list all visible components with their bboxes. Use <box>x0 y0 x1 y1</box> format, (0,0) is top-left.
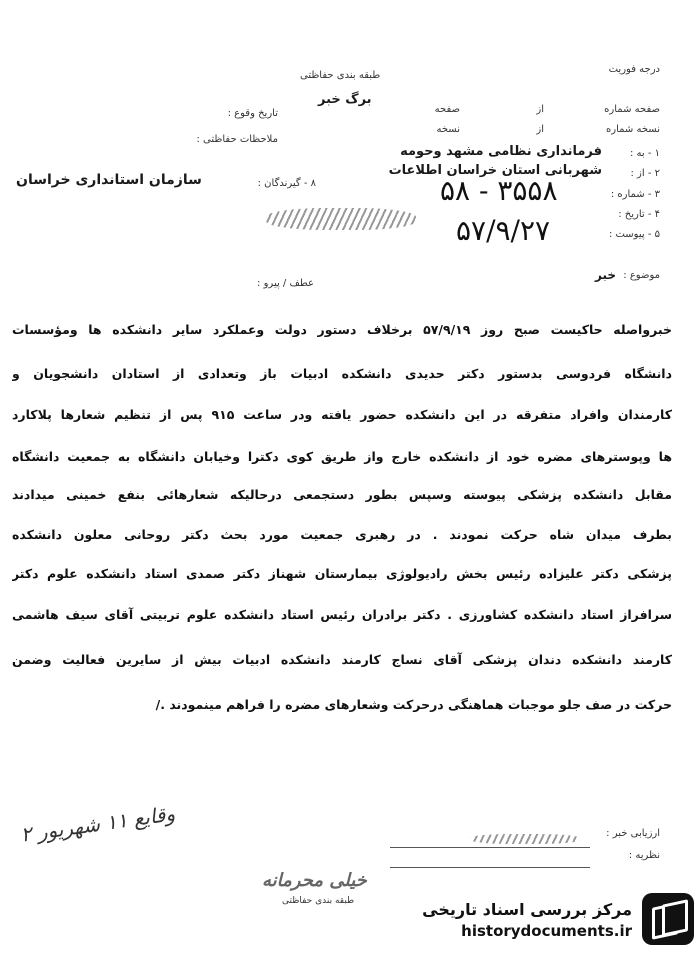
urgency-label: درجه فوریت <box>608 64 660 75</box>
opinion-label: نظریه : <box>628 850 660 861</box>
date-of-event-label: تاریخ وقوع : <box>227 108 278 119</box>
handwritten-note: وقایع ۱۱ شهریور ۲ <box>19 801 177 847</box>
to-value: فرمانداری نظامی مشهد وحومه <box>400 144 602 159</box>
opinion-line <box>390 867 590 868</box>
body-line-4: ها وپوسترهای مضره خود از دانشکده خارج واز طریق کوی دکترا وخیابان دانشگاه به جمعیت دانشگاه <box>12 449 672 464</box>
copy-word: نسخه <box>436 124 460 135</box>
to-label: ۱ - به : <box>629 148 660 159</box>
classification-label-top: طبقه بندی حفاظتی <box>300 70 381 81</box>
body-line-3: کارمندان وافراد متفرقه در این دانشکده حضور یافته ودر ساعت ۹۱۵ پس از تنظیم شعارها پلاکارد <box>12 407 672 422</box>
body-line-6: بطرف میدان شاه حرکت نمودند . در رهبری جمعیت مورد بحث دکتر روحانی معلون دانشکده <box>12 527 672 542</box>
body-line-7: پزشکی دکتر علیزاده رئیس بخش رادیولوژی بیمارستان شهناز دکتر صمدی استاد دانشکده علوم دکتر <box>12 566 672 581</box>
attachment-label: ۵ - پیوست : <box>608 229 660 240</box>
copy-number-label: نسخه شماره <box>606 124 660 135</box>
stamp-text: خیلی محرمانه <box>262 870 367 891</box>
page-number-label: صفحه شماره <box>604 104 660 115</box>
body-line-10: حرکت در صف جلو موجبات هماهنگی درحرکت وشعارهای مضره را فراهم مینمودند ./ <box>155 697 672 712</box>
watermark-org-name: مرکز بررسی اسناد تاریخی <box>422 900 632 919</box>
form-title: برگ خبر <box>318 92 372 107</box>
page-word: صفحه <box>434 104 460 115</box>
archive-logo-icon <box>642 893 694 945</box>
body-line-1: خبرواصله حاکیست صبح روز ۵۷/۹/۱۹ برخلاف دستور دولت وعملکرد سایر دانشکده ها ومؤسسات <box>12 322 672 337</box>
watermark-site: historydocuments.ir <box>461 922 632 940</box>
body-line-2: دانشگاه فردوسی بدستور دکتر حدیدی دانشکده ادبیات باز وتعدادی از استادان دانشجویان و <box>12 366 672 381</box>
page-from: از <box>536 104 544 115</box>
security-notes-label: ملاحظات حفاظتی : <box>196 134 278 145</box>
from-value: شهربانی استان خراسان اطلاعات <box>388 163 602 178</box>
recipient-label: ۸ - گیرندگان : <box>257 178 316 189</box>
number-value: ۵۸ - ۳۵۵۸ <box>440 174 558 207</box>
from-label: ۲ - از : <box>630 168 660 179</box>
evaluation-line <box>390 847 590 848</box>
evaluation-scribble <box>470 834 580 844</box>
handwritten-scribble-header <box>266 208 416 230</box>
date-value: ۵۷/۹/۲۷ <box>456 214 551 247</box>
body-line-5: مقابل دانشکده پزشکی پیوسته وسپس بطور دستجمعی درحالیکه شعارهائی بنفع خمینی میدادند <box>12 487 672 502</box>
copy-from: از <box>536 124 544 135</box>
number-label: ۳ - شماره : <box>610 189 660 200</box>
date-label: ۴ - تاریخ : <box>618 209 660 220</box>
subject-label: موضوع : <box>623 270 660 281</box>
body-line-8: سرافراز استاد دانشکده کشاورزی . دکتر برادران رئیس استاد دانشکده علوم تربیتی آقای سیف هاشمی <box>12 607 672 622</box>
reference-label: عطف / پیرو : <box>257 278 314 289</box>
recipient-value: سازمان استانداری خراسان <box>16 172 202 188</box>
evaluation-label: ارزیابی خبر : <box>606 828 660 839</box>
classification-label-bottom: طبقه بندی حفاظتی <box>282 896 355 906</box>
body-line-9: کارمند دانشکده دندان پزشکی آقای نساج کارمند دانشکده ادبیات بیش از سایرین فعالیت وضمن <box>12 652 672 667</box>
subject-value: خبر <box>594 268 616 282</box>
